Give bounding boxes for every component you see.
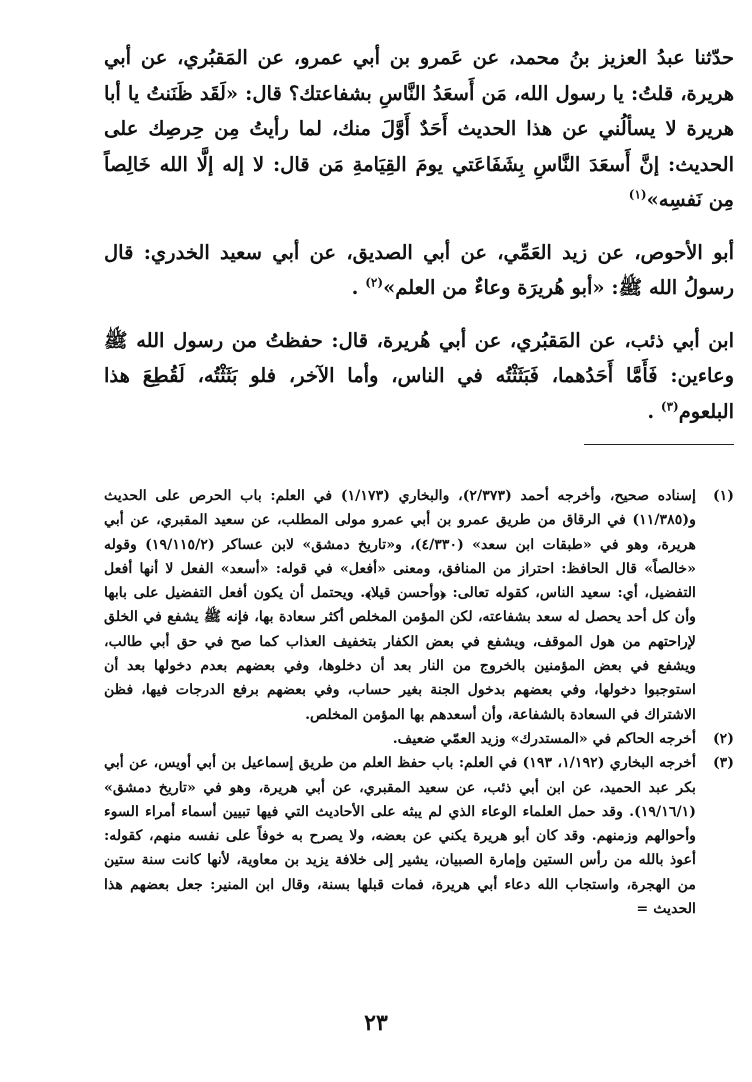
footnote-text: أخرجه البخاري (١/١٩٢، ١٩٣) في العلم: باب حفظ العلم من طريق إسماعيل بن أبي أويس، عن أبي بكر عبد الحميد، عن ابن أبي ذئب، عن سعيد المقبري، عن أبي هريرة، وهو في «تاريخ دمشق» (١٩/١٦/١). وقد حمل العلماء الوعاء الذي لم يبثه على الأحاديث التي فيها تبيين أسماء أمراء السوء وأحوالهم وزمنهم. وقد كان أبو هريرة يكني عن بعضه، ولا يصرح به خوفاً على نفسه منهم، كقوله: أعوذ بالله من رأس الستين وإمارة الصبيان، يشير إلى خلافة يزيد بن معاوية، لأنها كانت سنة ستين من الهجرة، واستجاب الله دعاء أبي هريرة، فمات قبلها بسنة، وقال ابن المنير: جعل بعضهم هذا الحديث = [104,755,696,918]
paragraph-text: ابن أبي ذئب، عن المَقبُري، عن أبي هُريرة، قال: حفظتُ من رسول الله ﷺ وعاءين: فَأَمَّا أَحَدُهما، فَبَثَثْتُه في الناس، وأما الآخر، فلو بَثَثْتُه، لَقُطِعَ هذا البلعوم [104,328,734,423]
main-text [104,40,734,429]
footnotes [104,484,734,921]
footnote-text: إسناده صحيح، وأخرجه أحمد (٢/٣٧٣)، والبخاري (١/١٧٣) في العلم: باب الحرص على الحديث و(١١/٣٨٥) في الرقاق من طريق عمرو بن أبي عمرو مولى المطلب، عن سعيد المقبري، عن أبي هريرة، وهو في «طبقات ابن سعد» (٤/٣٣٠)، و«تاريخ دمشق» لابن عساكر (١٩/١١٥/٢) وقوله «خالصاً» قال الحافظ: احتراز من المنافق، ومعنى «أفعل» في قوله: «أسعد» الفعل لا أنها أفعل التفضيل، أي: سعيد الناس، كقوله تعالى: ﴿وأحسن قيلا﴾. ويحتمل أن يكون أفعل التفضيل على بابها وأن كل أحد يحصل له سعد بشفاعته، لكن المؤمن المخلص أكثر سعادة بها، فإنه ﷺ يشفع في الخلق لإراحتهم من هول الموقف، ويشفع في بعض الكفار بتخفيف العذاب كما صح في حق أبي طالب، ويشفع في بعض المؤمنين بالخروج من النار بعد أن دخلوها، وفي بعضهم بعدم دخولها بعد أن استوجبوا دخولها، وفي بعضهم بدخول الجنة بغير حساب، وفي بعضهم برفع الدرجات فيها، فظن الاشتراك في السعادة بالشفاعة، وأن أسعدهم بها المؤمن المخلص. [104,488,696,723]
footnote-ref: (٢) [365,275,384,290]
footnote-separator [584,444,734,445]
footnote-number: (١) [712,488,734,504]
hadith-paragraph-2 [104,235,734,306]
footnote-ref: (٣) [660,399,679,413]
footnote-number: (٣) [712,755,734,772]
page-number: ٢٣ [364,1010,388,1036]
footnote-1 [104,484,734,727]
footnote-number: (٢) [712,730,734,747]
paragraph-end: . [647,399,655,423]
footnote-3 [104,751,734,921]
hadith-paragraph-1 [104,40,734,218]
hadith-paragraph-3 [104,323,734,430]
footnote-ref: (١) [628,187,647,202]
footnote-2 [104,727,734,751]
paragraph-text: حدّثنا عبدُ العزيز بنُ محمد، عن عَمرو بن أبي عمرو، عن المَقبُري، عن أبي هريرة، قلتُ: يا رسول الله، مَن أَسعَدُ النَّاسِ بشفاعتك؟ قال: «لَقَد ظَنَنتُ يا أبا هريرة لا يسألُني عن هذا الحديث أَحَدٌ أَوَّلَ منك، لما رأيتُ مِن حِرصِك على الحديث: إنَّ أَسعَدَ النَّاسِ بِشَفَاعَتي يومَ القِيَامةِ مَن قال: لا إله إلَّا الله خَالِصاً مِن نَفسِه» [104,46,734,211]
paragraph-text: أبو الأحوص، عن زيد العَمِّي، عن أبي الصديق، عن أبي سعيد الخدري: قال رسولُ الله ﷺ: «أبو هُريرَة وعاءٌ من العلم» [104,240,734,299]
footnote-text: أخرجه الحاكم في «المستدرك» وزيد العمّي ضعيف. [392,730,696,747]
paragraph-end: . [351,276,359,299]
